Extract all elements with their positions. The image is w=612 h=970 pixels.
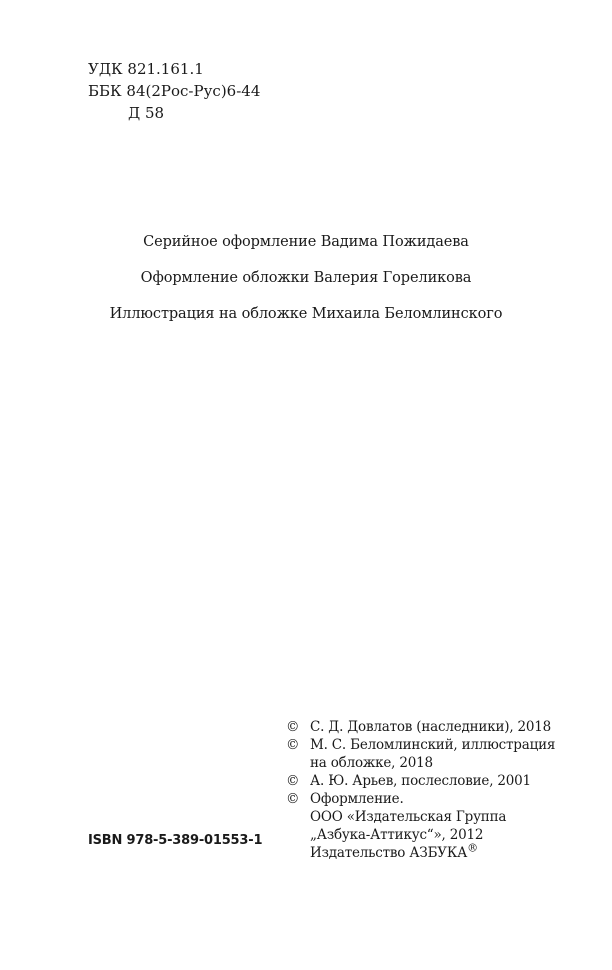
cover-illustration-credit: Иллюстрация на обложке Михаила Беломлинского — [109, 306, 503, 322]
copyright-item — [286, 718, 555, 736]
copyright-line: Издательство АЗБУКА — [310, 845, 468, 861]
copyright-line: С. Д. Довлатов (наследники), 2018 — [310, 719, 552, 735]
copyright-text — [310, 772, 531, 790]
copyright-text — [310, 718, 551, 736]
copyright-item — [286, 790, 555, 862]
copyright-symbol: © — [286, 791, 300, 807]
copyright-text — [310, 736, 555, 772]
copyright-line: А. Ю. Арьев, послесловие, 2001 — [310, 773, 531, 789]
bbk-code: ББК 84(2Рос-Рус)6-44 — [88, 82, 261, 100]
copyright-line: ООО «Издательская Группа — [310, 809, 507, 825]
copyright-text — [310, 790, 506, 862]
copyright-item — [286, 772, 555, 790]
copyright-line: на обложке, 2018 — [310, 755, 433, 771]
design-credits — [0, 232, 612, 340]
copyright-line: М. С. Беломлинский, иллюстрация — [310, 737, 556, 753]
copyright-line: „Азбука-Аттикус“», 2012 — [310, 827, 484, 843]
cover-design-credit: Оформление обложки Валерия Гореликова — [140, 270, 472, 286]
copyright-symbol: © — [286, 773, 300, 789]
udk-code: УДК 821.161.1 — [88, 60, 204, 78]
classification-codes — [88, 58, 260, 124]
registered-mark: ® — [467, 841, 478, 855]
author-mark: Д 58 — [128, 104, 165, 122]
copyright-line: Оформление. — [310, 791, 404, 807]
isbn: ISBN 978-5-389-01553-1 — [88, 833, 263, 848]
copyright-item — [286, 736, 555, 772]
copyright-symbol: © — [286, 719, 300, 735]
copyright-notices — [286, 718, 555, 862]
series-design-credit: Серийное оформление Вадима Пожидаева — [143, 234, 469, 250]
copyright-symbol: © — [286, 737, 300, 753]
